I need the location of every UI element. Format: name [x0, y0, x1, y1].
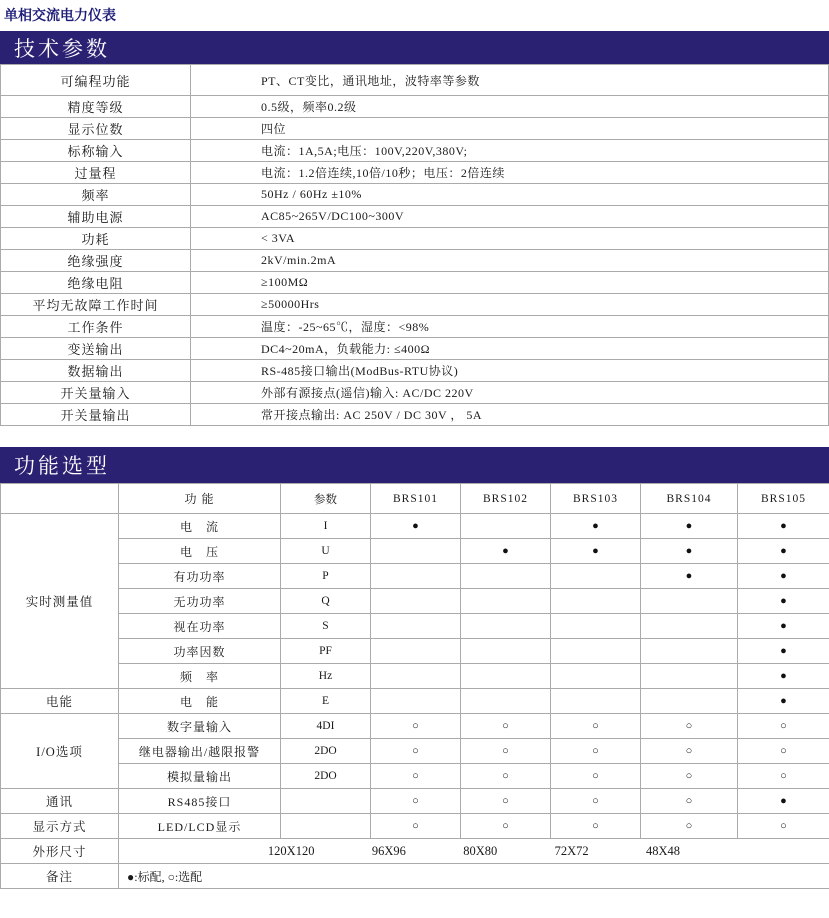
mark-cell: [551, 589, 641, 614]
mark-cell: ○: [461, 764, 551, 789]
mark-cell: ○: [461, 814, 551, 839]
param-label: 绝缘电阻: [1, 272, 191, 294]
mark-cell: ○: [551, 714, 641, 739]
mark-cell: ●: [641, 539, 738, 564]
mark-cell: ●: [738, 589, 829, 614]
mark-cell: ●: [641, 514, 738, 539]
group-label-energy: 电能: [1, 689, 119, 714]
param-code-cell: S: [281, 614, 371, 639]
param-label: 功耗: [1, 228, 191, 250]
function-cell: 模拟量输出: [119, 764, 281, 789]
table-row: [1, 614, 829, 639]
param-code-cell: 4DI: [281, 714, 371, 739]
model-header: BRS104: [641, 484, 738, 514]
mark-cell: ○: [461, 714, 551, 739]
param-value: 电流：1.2倍连续,10倍/10秒；电压：2倍连续: [191, 162, 829, 184]
mark-cell: [551, 639, 641, 664]
function-selection-section-header: [0, 447, 829, 483]
table-row: [1, 564, 829, 589]
param-label: 显示位数: [1, 118, 191, 140]
model-header: BRS101: [371, 484, 461, 514]
param-value: ≥50000Hrs: [191, 294, 829, 316]
mark-cell: ●: [641, 564, 738, 589]
mark-cell: [461, 589, 551, 614]
table-row: [1, 294, 829, 316]
table-row: [1, 514, 829, 539]
mark-cell: [461, 664, 551, 689]
tech-params-section-header: [0, 31, 829, 64]
mark-cell: [641, 664, 738, 689]
mark-cell: ○: [371, 764, 461, 789]
table-row: [1, 206, 829, 228]
table-row: [1, 739, 829, 764]
mark-cell: ○: [371, 789, 461, 814]
table-header-row: [1, 484, 829, 514]
mark-cell: ○: [551, 789, 641, 814]
param-value: AC85~265V/DC100~300V: [191, 206, 829, 228]
param-label: 频率: [1, 184, 191, 206]
param-value: ≥100MΩ: [191, 272, 829, 294]
table-row: [1, 764, 829, 789]
mark-cell: [371, 564, 461, 589]
function-cell: 频 率: [119, 664, 281, 689]
param-code-cell: Q: [281, 589, 371, 614]
param-code-cell: P: [281, 564, 371, 589]
mark-cell: [371, 689, 461, 714]
mark-cell: ●: [551, 514, 641, 539]
table-row: [1, 864, 829, 889]
param-label: 辅助电源: [1, 206, 191, 228]
function-cell: 电 压: [119, 539, 281, 564]
model-header: BRS102: [461, 484, 551, 514]
param-value: < 3VA: [191, 228, 829, 250]
table-row: [1, 140, 829, 162]
table-row: [1, 814, 829, 839]
mark-cell: ●: [738, 689, 829, 714]
model-header: BRS103: [551, 484, 641, 514]
group-label-comm: 通讯: [1, 789, 119, 814]
param-label: 精度等级: [1, 96, 191, 118]
function-column-header: 功 能: [119, 484, 281, 514]
param-value: 0.5级，频率0.2级: [191, 96, 829, 118]
param-value: 常开接点输出: AC 250V / DC 30V ， 5A: [191, 404, 829, 426]
param-column-header: 参数: [281, 484, 371, 514]
param-value: 四位: [191, 118, 829, 140]
function-selection-table: [0, 483, 829, 889]
mark-cell: ○: [641, 714, 738, 739]
function-cell: 无功功率: [119, 589, 281, 614]
param-value: 外部有源接点(遥信)输入: AC/DC 220V: [191, 382, 829, 404]
param-label: 开关量输出: [1, 404, 191, 426]
mark-cell: ○: [641, 814, 738, 839]
mark-cell: [641, 589, 738, 614]
group-label-io: I/O选项: [1, 714, 119, 789]
group-header-empty: [1, 484, 119, 514]
tech-params-section-title: 技术参数: [14, 36, 110, 61]
mark-cell: ○: [738, 739, 829, 764]
function-cell: 电 能: [119, 689, 281, 714]
mark-cell: [461, 514, 551, 539]
model-header: BRS105: [738, 484, 829, 514]
param-value: 温度：-25~65℃，湿度：<98%: [191, 316, 829, 338]
function-cell: 数字量输入: [119, 714, 281, 739]
mark-cell: [371, 639, 461, 664]
table-row: [1, 714, 829, 739]
table-row: [1, 338, 829, 360]
table-row: [1, 789, 829, 814]
param-code-cell: E: [281, 689, 371, 714]
mark-cell: [371, 539, 461, 564]
param-code-cell: 2DO: [281, 764, 371, 789]
param-label: 变送输出: [1, 338, 191, 360]
param-value: 电流：1A,5A;电压：100V,220V,380V;: [191, 140, 829, 162]
mark-cell: ●: [738, 539, 829, 564]
note-legend: ●:标配, ○:选配: [119, 864, 829, 889]
group-label-display: 显示方式: [1, 814, 119, 839]
table-row: [1, 96, 829, 118]
mark-cell: ●: [738, 789, 829, 814]
mark-cell: ●: [551, 539, 641, 564]
mark-cell: [551, 614, 641, 639]
function-cell: 有功功率: [119, 564, 281, 589]
note-label: 备注: [1, 864, 119, 889]
table-row: [1, 839, 829, 864]
mark-cell: [641, 614, 738, 639]
mark-cell: [551, 564, 641, 589]
dimensions-label: 外形尺寸: [1, 839, 119, 864]
mark-cell: ○: [371, 814, 461, 839]
table-row: [1, 360, 829, 382]
mark-cell: ○: [551, 739, 641, 764]
param-value: RS-485接口输出(ModBus-RTU协议): [191, 360, 829, 382]
mark-cell: ○: [461, 739, 551, 764]
mark-cell: ●: [738, 614, 829, 639]
param-code-cell: Hz: [281, 664, 371, 689]
mark-cell: ○: [371, 714, 461, 739]
table-row: [1, 689, 829, 714]
mark-cell: [641, 639, 738, 664]
mark-cell: ○: [551, 814, 641, 839]
mark-cell: ○: [738, 764, 829, 789]
table-row: [1, 65, 829, 96]
table-row: [1, 162, 829, 184]
mark-cell: [371, 614, 461, 639]
param-label: 标称输入: [1, 140, 191, 162]
param-code-cell: 2DO: [281, 739, 371, 764]
mark-cell: ●: [738, 514, 829, 539]
tech-params-table: [0, 64, 829, 426]
function-cell: 视在功率: [119, 614, 281, 639]
param-code-cell: I: [281, 514, 371, 539]
mark-cell: [641, 689, 738, 714]
param-code-cell: [281, 814, 371, 839]
mark-cell: [371, 589, 461, 614]
param-code-cell: PF: [281, 639, 371, 664]
param-code-cell: U: [281, 539, 371, 564]
mark-cell: ○: [738, 814, 829, 839]
mark-cell: [371, 664, 461, 689]
mark-cell: ●: [371, 514, 461, 539]
table-row: [1, 664, 829, 689]
mark-cell: ○: [371, 739, 461, 764]
mark-cell: [461, 614, 551, 639]
function-cell: RS485接口: [119, 789, 281, 814]
function-cell: 功率因数: [119, 639, 281, 664]
page-title: 单相交流电力仪表: [4, 7, 116, 23]
table-row: [1, 639, 829, 664]
mark-cell: ○: [551, 764, 641, 789]
mark-cell: [551, 664, 641, 689]
mark-cell: ●: [738, 639, 829, 664]
param-label: 工作条件: [1, 316, 191, 338]
table-row: [1, 316, 829, 338]
mark-cell: [461, 564, 551, 589]
function-cell: 电 流: [119, 514, 281, 539]
function-selection-section-title: 功能选型: [14, 454, 110, 478]
param-label: 绝缘强度: [1, 250, 191, 272]
mark-cell: ●: [738, 564, 829, 589]
table-row: [1, 589, 829, 614]
function-cell: 继电器输出/越限报警: [119, 739, 281, 764]
param-label: 可编程功能: [1, 65, 191, 96]
mark-cell: ○: [461, 789, 551, 814]
param-value: 2kV/min.2mA: [191, 250, 829, 272]
mark-cell: [551, 689, 641, 714]
param-value: 50Hz / 60Hz ±10%: [191, 184, 829, 206]
table-row: [1, 118, 829, 140]
mark-cell: [461, 689, 551, 714]
mark-cell: ○: [641, 739, 738, 764]
table-row: [1, 272, 829, 294]
table-row: [1, 404, 829, 426]
table-row: [1, 250, 829, 272]
param-label: 开关量输入: [1, 382, 191, 404]
param-label: 数据输出: [1, 360, 191, 382]
table-row: [1, 228, 829, 250]
table-row: [1, 539, 829, 564]
param-label: 过量程: [1, 162, 191, 184]
mark-cell: ●: [738, 664, 829, 689]
param-value: PT、CT变比，通讯地址，波特率等参数: [191, 65, 829, 96]
param-code-cell: [281, 789, 371, 814]
dimensions-values: 120X120 96X96 80X80 72X72 48X48: [119, 839, 829, 864]
function-cell: LED/LCD显示: [119, 814, 281, 839]
mark-cell: ○: [641, 764, 738, 789]
mark-cell: [461, 639, 551, 664]
mark-cell: ○: [641, 789, 738, 814]
table-row: [1, 184, 829, 206]
param-label: 平均无故障工作时间: [1, 294, 191, 316]
group-label-realtime: 实时测量值: [1, 514, 119, 689]
param-value: DC4~20mA，负载能力: ≤400Ω: [191, 338, 829, 360]
mark-cell: ○: [738, 714, 829, 739]
table-row: [1, 382, 829, 404]
mark-cell: ●: [461, 539, 551, 564]
